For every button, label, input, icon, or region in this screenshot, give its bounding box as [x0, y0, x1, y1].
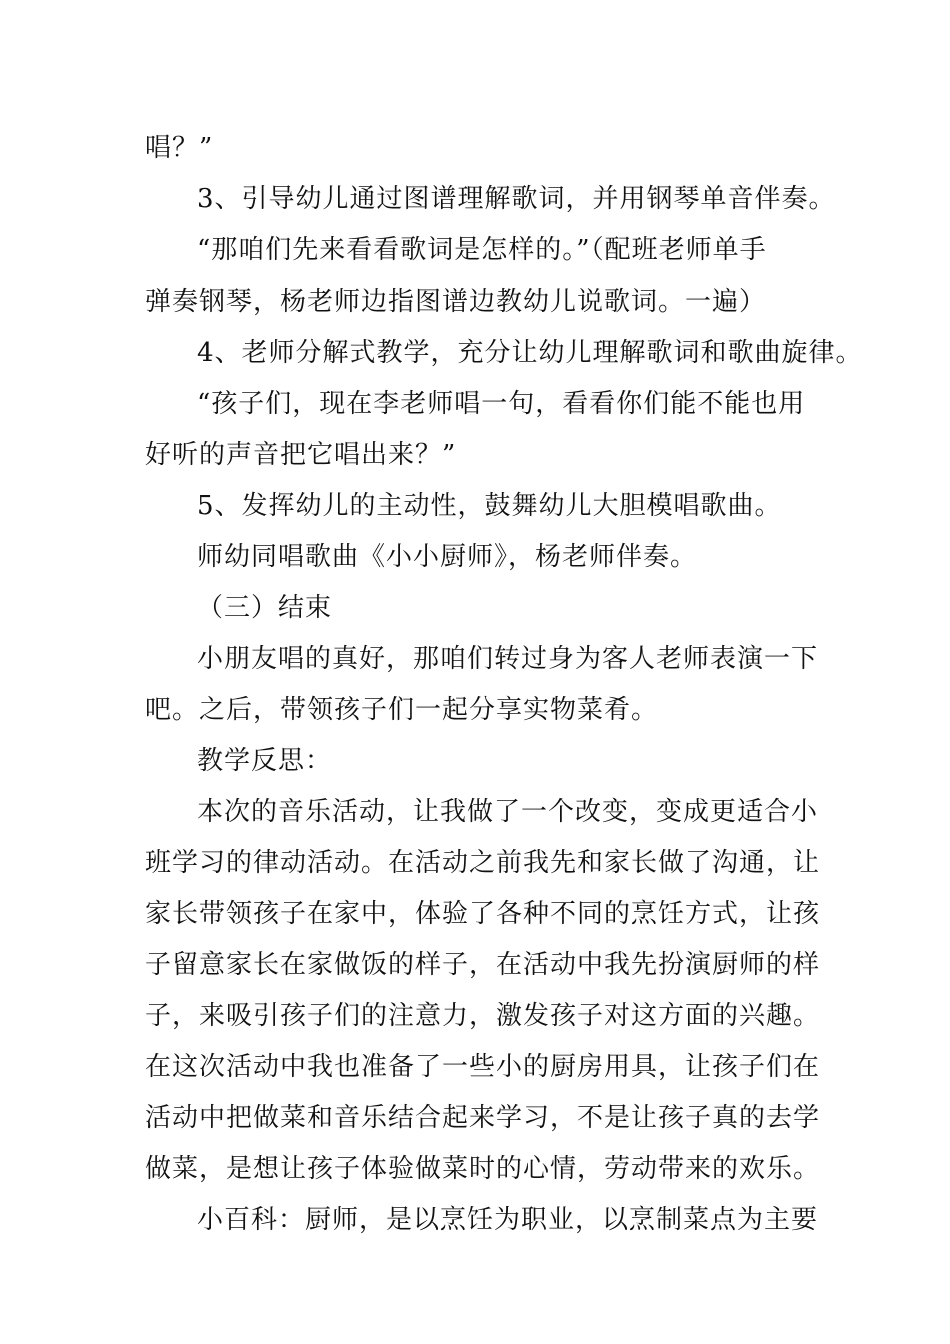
- text-line-8: 5、发挥幼儿的主动性，鼓舞幼儿大胆模唱歌曲。: [197, 491, 782, 521]
- text-line-16: 家长带领孩子在家中，体验了各种不同的烹饪方式，让孩: [145, 899, 821, 929]
- text-line-21: 做菜，是想让孩子体验做菜时的心情，劳动带来的欢乐。: [145, 1154, 821, 1184]
- text-line-9: 师幼同唱歌曲《小小厨师》，杨老师伴奏。: [197, 542, 698, 572]
- text-line-22: 小百科：厨师，是以烹饪为职业，以烹制菜点为主要: [197, 1205, 819, 1235]
- text-line-20: 活动中把做菜和音乐结合起来学习，不是让孩子真的去学: [145, 1103, 821, 1133]
- text-line-7: 好听的声音把它唱出来？”: [145, 440, 457, 470]
- text-line-12: 吧。之后，带领孩子们一起分享实物菜肴。: [145, 695, 659, 725]
- text-line-18: 子，来吸引孩子们的注意力，激发孩子对这方面的兴趣。: [145, 1001, 821, 1031]
- text-line-4: 弹奏钢琴，杨老师边指图谱边教幼儿说歌词。一遍）: [145, 287, 767, 317]
- section-heading-ending: （三）结束: [197, 593, 333, 623]
- text-line-5: 4、老师分解式教学，充分让幼儿理解歌词和歌曲旋律。: [197, 338, 863, 368]
- text-line-2: 3、引导幼儿通过图谱理解歌词，并用钢琴单音伴奏。: [197, 184, 836, 214]
- text-line-3: “那咱们先来看看歌词是怎样的。”（配班老师单手: [197, 235, 767, 265]
- text-line-1: 唱？”: [145, 133, 214, 163]
- text-line-19: 在这次活动中我也准备了一些小的厨房用具，让孩子们在: [145, 1052, 821, 1082]
- text-line-17: 子留意家长在家做饭的样子，在活动中我先扮演厨师的样: [145, 950, 821, 980]
- text-line-6: “孩子们，现在李老师唱一句，看看你们能不能也用: [197, 389, 806, 419]
- section-heading-reflection: 教学反思：: [197, 746, 333, 776]
- text-line-15: 班学习的律动活动。在活动之前我先和家长做了沟通，让: [145, 848, 821, 878]
- text-line-14: 本次的音乐活动，让我做了一个改变，变成更适合小: [197, 797, 819, 827]
- text-line-11: 小朋友唱的真好，那咱们转过身为客人老师表演一下: [197, 644, 819, 674]
